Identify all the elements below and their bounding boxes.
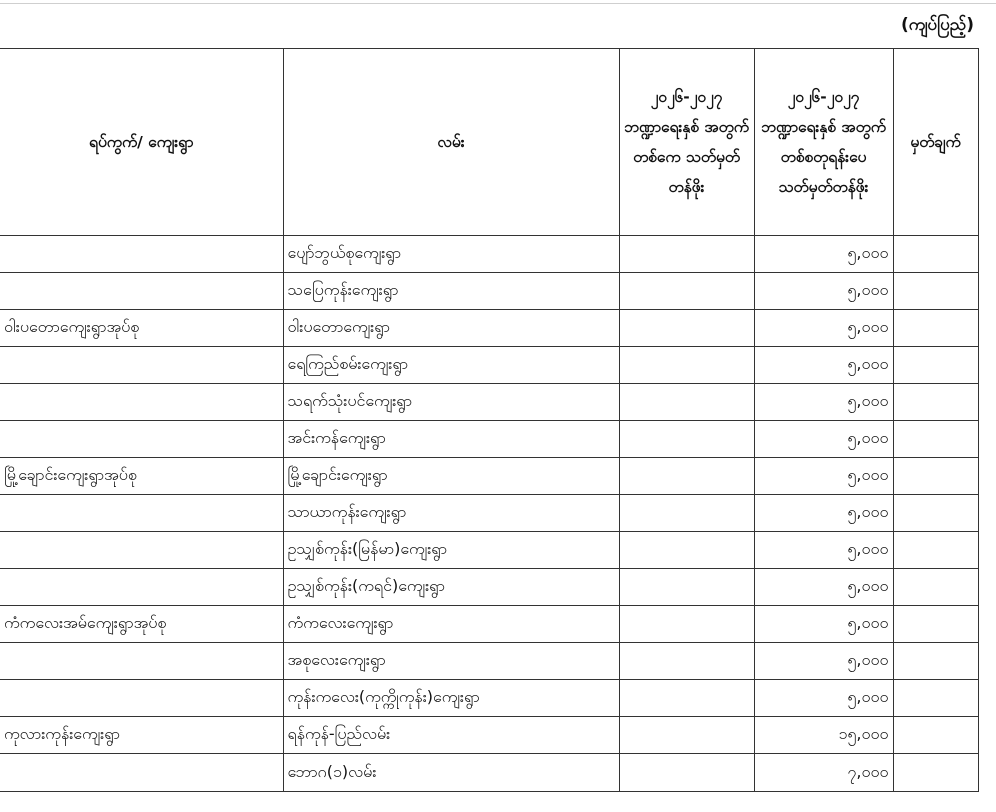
table-row: [0, 236, 978, 273]
cell-value-per-sqft: ၅,၀၀၀: [754, 421, 893, 458]
table-row: [0, 569, 978, 606]
cell-remark: [893, 569, 978, 606]
table-row: [0, 384, 978, 421]
header-remarks: မှတ်ချက်: [893, 49, 978, 236]
cell-value-per-sqft: ၅,၀၀၀: [754, 680, 893, 717]
cell-remark: [893, 273, 978, 310]
cell-value-per-acre: [619, 384, 754, 421]
header-ward-village: ရပ်ကွက်/ ကျေးရွာ: [0, 49, 283, 236]
cell-value-per-sqft: ၁၅,၀၀၀: [754, 717, 893, 754]
cell-street: ဥသျှစ်ကုန်း(မြန်မာ)ကျေးရွာ: [283, 532, 619, 569]
cell-street: ပျော်ဘွယ်စုကျေးရွာ: [283, 236, 619, 273]
currency-unit-note: (ကျပ်ပြည့်): [900, 15, 974, 35]
cell-value-per-acre: [619, 606, 754, 643]
cell-remark: [893, 532, 978, 569]
cell-value-per-acre: [619, 458, 754, 495]
cell-remark: [893, 421, 978, 458]
cell-ward-village: ကုလားကုန်းကျေးရွာ: [0, 717, 283, 754]
cell-value-per-sqft: ၅,၀၀၀: [754, 569, 893, 606]
cell-value-per-acre: [619, 347, 754, 384]
table-row: [0, 717, 978, 754]
cell-street: သရက်သုံးပင်ကျေးရွာ: [283, 384, 619, 421]
table-row: [0, 680, 978, 717]
cell-ward-village: ဝါးပတောကျေးရွာအုပ်စု: [0, 310, 283, 347]
cell-value-per-sqft: ၅,၀၀၀: [754, 273, 893, 310]
top-border-line: [0, 3, 996, 4]
table-row: [0, 495, 978, 532]
cell-street: ဘောဂ(၁)လမ်း: [283, 754, 619, 792]
cell-street: ရေကြည်စမ်းကျေးရွာ: [283, 347, 619, 384]
table-row: [0, 606, 978, 643]
header-street: လမ်း: [283, 49, 619, 236]
cell-value-per-sqft: ၅,၀၀၀: [754, 458, 893, 495]
cell-ward-village: မြို့ချောင်းကျေးရွာအုပ်စု: [0, 458, 283, 495]
cell-value-per-sqft: ၅,၀၀၀: [754, 310, 893, 347]
cell-ward-village: ကံကလေးအမ်ကျေးရွာအုပ်စု: [0, 606, 283, 643]
cell-value-per-sqft: ၅,၀၀၀: [754, 236, 893, 273]
cell-street: မြို့ချောင်းကျေးရွာ: [283, 458, 619, 495]
cell-remark: [893, 310, 978, 347]
cell-ward-village: [0, 532, 283, 569]
cell-value-per-acre: [619, 643, 754, 680]
cell-street: ကုန်းကလေး(ကုက္ကိုကုန်း)ကျေးရွာ: [283, 680, 619, 717]
cell-value-per-acre: [619, 680, 754, 717]
cell-value-per-acre: [619, 421, 754, 458]
land-value-table: [0, 48, 979, 792]
cell-remark: [893, 643, 978, 680]
cell-ward-village: [0, 384, 283, 421]
cell-value-per-sqft: ၇,၀၀၀: [754, 754, 893, 792]
cell-street: သပြေကုန်းကျေးရွာ: [283, 273, 619, 310]
cell-ward-village: [0, 347, 283, 384]
cell-street: သာယာကုန်းကျေးရွာ: [283, 495, 619, 532]
cell-remark: [893, 606, 978, 643]
cell-ward-village: [0, 236, 283, 273]
cell-value-per-acre: [619, 495, 754, 532]
cell-remark: [893, 495, 978, 532]
cell-value-per-acre: [619, 236, 754, 273]
cell-value-per-sqft: ၅,၀၀၀: [754, 643, 893, 680]
table-row: [0, 532, 978, 569]
cell-value-per-acre: [619, 532, 754, 569]
table-body: [0, 236, 978, 792]
cell-street: ကံကလေးကျေးရွာ: [283, 606, 619, 643]
cell-remark: [893, 384, 978, 421]
cell-remark: [893, 347, 978, 384]
cell-ward-village: [0, 273, 283, 310]
cell-value-per-sqft: ၅,၀၀၀: [754, 495, 893, 532]
cell-street: ဝါးပတောကျေးရွာ: [283, 310, 619, 347]
table-header-row: [0, 49, 978, 236]
cell-remark: [893, 680, 978, 717]
table-row: [0, 421, 978, 458]
cell-ward-village: [0, 754, 283, 792]
cell-ward-village: [0, 643, 283, 680]
cell-value-per-acre: [619, 717, 754, 754]
cell-ward-village: [0, 680, 283, 717]
cell-ward-village: [0, 495, 283, 532]
cell-value-per-acre: [619, 569, 754, 606]
cell-value-per-sqft: ၅,၀၀၀: [754, 347, 893, 384]
table-row: [0, 310, 978, 347]
table-row: [0, 347, 978, 384]
cell-street: ဥသျှစ်ကုန်း(ကရင်)ကျေးရွာ: [283, 569, 619, 606]
cell-value-per-sqft: ၅,၀၀၀: [754, 384, 893, 421]
table-row: [0, 273, 978, 310]
cell-street: အင်းကန်ကျေးရွာ: [283, 421, 619, 458]
table-row: [0, 754, 978, 792]
cell-street: အစုလေးကျေးရွာ: [283, 643, 619, 680]
table-row: [0, 643, 978, 680]
cell-value-per-acre: [619, 310, 754, 347]
cell-ward-village: [0, 569, 283, 606]
header-value-per-sqft: ၂၀၂၆-၂၀၂၇ ဘဏ္ဍာရေးနှစ် အတွက် တစ်စတုရန်းပေ သတ်မှတ်တန်ဖိုး: [754, 49, 893, 236]
cell-street: ရန်ကုန်-ပြည်လမ်း: [283, 717, 619, 754]
cell-remark: [893, 236, 978, 273]
cell-value-per-sqft: ၅,၀၀၀: [754, 532, 893, 569]
cell-remark: [893, 754, 978, 792]
cell-value-per-sqft: ၅,၀၀၀: [754, 606, 893, 643]
cell-remark: [893, 717, 978, 754]
cell-value-per-acre: [619, 754, 754, 792]
cell-remark: [893, 458, 978, 495]
cell-ward-village: [0, 421, 283, 458]
cell-value-per-acre: [619, 273, 754, 310]
header-value-per-acre: ၂၀၂၆-၂၀၂၇ ဘဏ္ဍာရေးနှစ် အတွက် တစ်ကေ သတ်မှတ်တန်ဖိုး: [619, 49, 754, 236]
table-row: [0, 458, 978, 495]
